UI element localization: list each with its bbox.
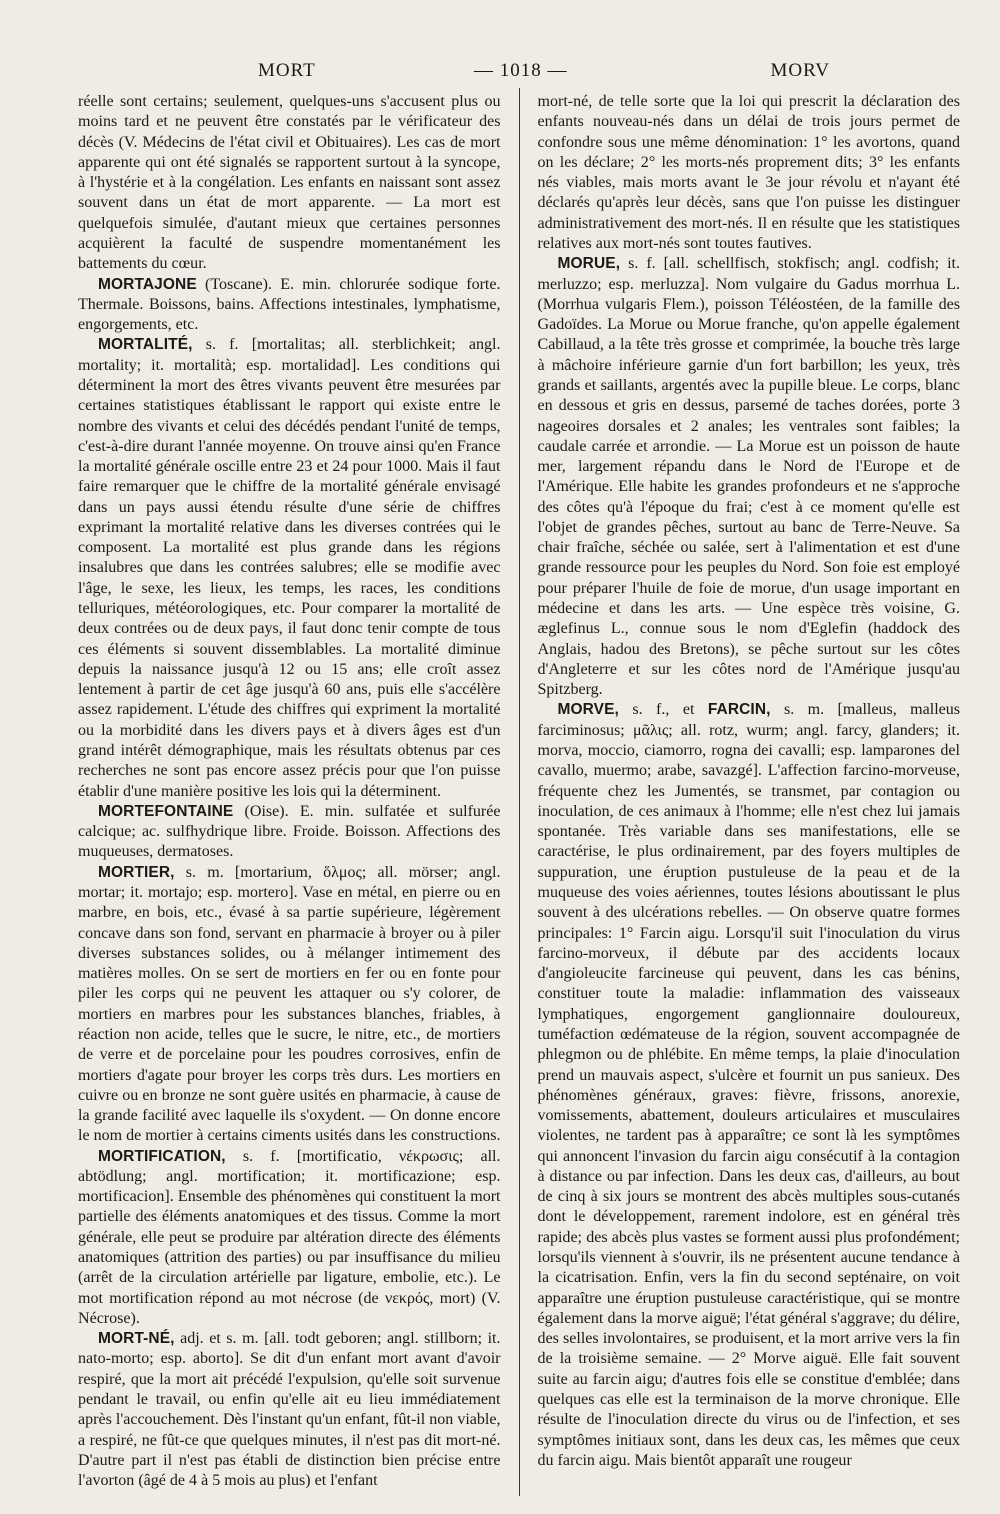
- entry-text: s. m. [mortarium, ὅλμος; all. mörser; angl. mortar; it. mortajo; esp. mortero]. Vase en métal, en pierre ou en marbre, en bois, etc., évasé à sa partie supérieure, légèrement concave dans son fond, servant en pharmacie à broyer ou à piler diverses substances solides, ou à mélanger intimement des matières molles. On se sert de mortiers en fer ou en fonte pour piler les corps qui ne peuvent les attaquer ou s'y colorer, de mortiers en marbres pour les substances blanches, friables, à réaction non acide, telles que le sucre, le nitre, etc., de mortiers de verre et de porcelaine pour les poudres corrosives, enfin de mortiers d'agate pour broyer les corps très durs. Les mortiers en cuivre ou en bronze ne sont guère usités en pharmacie, à cause de la grande facilité avec laquelle ils s'oxydent. — On donne encore le nom de mortier à certains ciments usités dans les constructions.: [78, 863, 501, 1145]
- entry-mortier: [78, 863, 501, 1147]
- entry-text: s. f. [mortificatio, νέκρωσις; all. abtödlung; angl. mortification; it. mortificazione; esp. mortificacion]. Ensemble des phénomènes qui constituent la mort partielle des éléments anatomiques et des tissus. Comme la mort générale, elle peut se produire par altération directe des éléments anatomiques (attrition des parties) ou par insuffisance du milieu (arrêt de la circulation artérielle par ligature, embolie, etc.). Le mot mortification répond au mot nécrose (de νεκρός, mort) (V. Nécrose).: [78, 1147, 501, 1327]
- headword: MORTAJONE: [98, 275, 197, 293]
- headword: MORTALITÉ,: [98, 336, 193, 354]
- entry-morue: [538, 254, 961, 700]
- headword: MORVE,: [557, 701, 619, 719]
- page-number: — 1018 —: [474, 60, 568, 81]
- headword-secondary: FARCIN,: [707, 701, 771, 719]
- header-left-guide-word: MORT: [258, 60, 316, 81]
- right-column: [538, 92, 961, 1496]
- headword: MORT-NÉ,: [98, 1330, 175, 1348]
- entry-connector: s. f., et: [618, 701, 708, 719]
- headword: MORTEFONTAINE: [98, 802, 234, 820]
- entry-text: adj. et s. m. [all. todt geboren; angl. stillborn; it. nato-morto; esp. aborto]. Se dit d'un enfant mort avant d'avoir respiré, que la mort ait précédé l'expulsion, qu'elle soit survenue pendant le travail, ou enfin qu'elle ait eu lieu immédiatement après l'accouchement. Dès l'instant qu'un enfant, fût-il non viable, a respiré, ne fût-ce que quelques minutes, il n'est pas dit mort-né. D'autre part il n'est pas établi de distinction bien précise entre l'avorton (âgé de 4 à 5 mois au plus) et l'enfant: [78, 1330, 501, 1490]
- headword: MORTIER,: [98, 863, 175, 881]
- entry-mortefontaine: [78, 802, 501, 863]
- entry-text: (Oise). E. min. sulfatée et sulfurée calcique; ac. sulfhydrique libre. Froide. Boisson. Affections des muqueuses, dermatoses.: [78, 802, 501, 861]
- entry-text: s. f. [all. schellfisch, stokfisch; angl. codfish; it. merluzzo; esp. merluzza]. Nom vulgaire du Gadus morrhua L. (Morrhua vulgaris Flem.), poisson Téléostéen, de la famille des Gadoïdes. La Morue ou Morue franche, qu'on appelle également Cabillaud, a la tête très grosse et comprimée, la bouche très large à mâchoire inférieure garnie d'un fort barbillon; les yeux, très grands et saillants, argentés avec la pupille bleue. Le corps, blanc en dessous et gris en dessus, parsemé de taches dorées, porte 3 nageoires dorsales et 2 anales; les ventrales sont faibles; la caudale carrée et arrondie. — La Morue est un poisson de haute mer, largement répandu dans le Nord de l'Europe et de l'Amérique. Elle habite les grandes profondeurs et ne s'approche des côtes qu'à l'époque du frai; c'est à ce moment qu'elle est l'objet de grandes pêches, surtout au banc de Terre-Neuve. Sa chair fraîche, séchée ou salée, sert à l'alimentation et est d'une grande ressource pour les peuples du Nord. Son foie est employé pour préparer l'huile de foie de morue, d'un usage important en médecine et dans les arts. — Une espèce très voisine, G. æglefinus L., connue sous le nom d'Eglefin (haddock des Anglais, hadou des Bretons), se pêche surtout sur les côtes d'Angleterre et sur les côtes nord de l'Amérique jusqu'au Spitzberg.: [537, 255, 961, 699]
- entry-text: s. m. [malleus, malleus farciminosus; μᾶλις; all. rotz, wurm; angl. farcy, glanders; it. morva, moccio, ciamorro, rogna dei cavalli; esp. lamparones del cavallo, muermo; arabe, savazgé]. L'affection farcino-morveuse, fréquente chez les Jumentés, se transmet, par contagion ou inoculation, de ces animaux à l'homme; elle n'est chez lui jamais spontanée. Très variable dans ses manifestations, elle se caractérise, le plus ordinairement, par des foyers multiples de suppuration, une éruption pustuleuse de la peau et de la muqueuse des voies aériennes, toutes lésions aboutissant le plus souvent à des ulcérations rebelles. — On observe quatre formes principales: 1° Farcin aigu. Lorsqu'il suit l'inoculation du virus farcino-morveux, il débute par des accidents locaux d'angioleucite farcineuse qui peuvent, dans les cas bénins, constituer toute la maladie: inflammation des vaisseaux lymphatiques, engorgement ganglionnaire douloureux, tuméfaction œdémateuse de la région, souvent accompagnée de phlegmon ou de phlébite. En même temps, la plaie d'inoculation prend un mauvais aspect, s'ulcère et fournit un pus sanieux. Des phénomènes généraux, graves: fièvre, frissons, anorexie, vomissements, abattement, douleurs articulaires et musculaires violentes, ne tardent pas à apparaître; ce sont là les symptômes qui annoncent l'invasion du farcin aigu consécutif à la contagion à distance ou par infection. Dans les deux cas, d'ailleurs, au bout de cinq à six jours se montrent des abcès multiples sous-cutanés dont le développement, rarement indolore, est en général très rapide; des abcès plus vastes se forment aussi plus profondément; lorsqu'ils viennent à s'ouvrir, ils ne présentent aucune tendance à la cicatrisation. Enfin, vers la fin du second septénaire, on voit apparaître une éruption pustuleuse caractéristique, qui se montre également dans la morve aiguë; l'état général s'aggrave; du délire, des selles involontaires, se produisent, et la mort arrive vers la fin de la troisième semaine. — 2° Morve aiguë. Elle fait souvent suite au farcin aigu; d'autres fois elle se constitue d'emblée; dans quelques cas elle est la terminaison de la morve chronique. Elle résulte de l'inoculation directe du virus ou de l'infection, et ses symptômes initiaux sont, dans les deux cas, les mêmes que ceux du farcin aigu. Mais bientôt apparaît une rougeur: [537, 701, 961, 1469]
- entry-text: (Toscane). E. min. chlorurée sodique forte. Thermale. Boissons, bains. Affections intestinales, lymphatisme, engorgements, etc.: [78, 275, 501, 334]
- entry-mortalite: [78, 335, 501, 801]
- two-column-body: [78, 92, 960, 1496]
- entry-morve: [538, 700, 961, 1471]
- entry-mort-ne: [78, 1329, 501, 1491]
- continued-paragraph: mort-né, de telle sorte que la loi qui prescrit la déclaration des enfants nouveau-nés dans un délai de trois jours permet de confondre sous une même dénomination: 1° les avortons, quand on les déclare; 2° les morts-nés proprement dits; 3° les enfants nés viables, mais morts avant le 3e jour révolu et n'ayant été déclarés qu'après leur décès, sans que l'on puisse les distinguer administrativement des mort-nés. Il en résulte que les statistiques relatives aux mort-nés sont toutes fautives.: [537, 93, 961, 252]
- header-right-guide-word: MORV: [770, 60, 830, 81]
- entry-text: s. f. [mortalitas; all. sterblichkeit; angl. mortality; it. mortalità; esp. mortalidad]. Les conditions qui déterminent la mort des êtres vivants peuvent être mesurées par certaines statistiques établissant le rapport qui existe entre le nombre des vivants et celui des décédés pendant l'unité de temps, c'est-à-dire durant l'année moyenne. On trouve ainsi qu'en France la mortalité générale oscille entre 23 et 24 pour 1000. Mais il faut faire remarquer que le chiffre de la mortalité générale envisagé dans un pays aussi étendu résulte d'une série de chiffres exprimant la mortalité relative dans les diverses contrées qui le composent. La mortalité est plus grande dans les régions insalubres que dans les contrées salubres; elle se modifie avec l'âge, le sexe, les lieux, les temps, les races, les conditions telluriques, météorologiques, etc. Pour comparer la mortalité de deux contrées ou de deux pays, il faut donc tenir compte de tous ces éléments si souvent dissemblables. La mortalité diminue depuis la naissance jusqu'à 12 ou 15 ans; elle croît assez lentement à partir de cet âge jusqu'à 60 ans, puis elle s'accélère assez rapidement. L'étude des chiffres qui expriment la mortalité ou la morbidité dans les divers pays et à divers âges est d'un grand intérêt démographique, mais les résultats obtenus par ces recherches ne sont pas encore assez précis pour que l'on puisse établir d'une manière positive les lois qui la déterminent.: [78, 336, 501, 800]
- entry-mortajone: [78, 275, 501, 336]
- continued-paragraph: réelle sont certains; seulement, quelques-uns s'accusent plus ou moins tard et ne peuvent être constatés par le vérificateur des décès (V. Médecins de l'état civil et Obituaires). Les cas de mort apparente qui ont été signalés se rapportent surtout à la syncope, à l'hystérie et à la congélation. Les enfants en naissant sont assez souvent dans un état de mort apparente. — La mort est quelquefois simulée, d'autant mieux que certaines personnes acquièrent la faculté de suspendre momentanément les battements du cœur.: [78, 93, 501, 273]
- headword: MORUE,: [557, 255, 621, 273]
- entry-mortification: [78, 1147, 501, 1330]
- left-column: [78, 92, 501, 1496]
- headword: MORTIFICATION,: [98, 1147, 226, 1165]
- running-head: [78, 60, 960, 90]
- column-divider: [519, 88, 520, 1496]
